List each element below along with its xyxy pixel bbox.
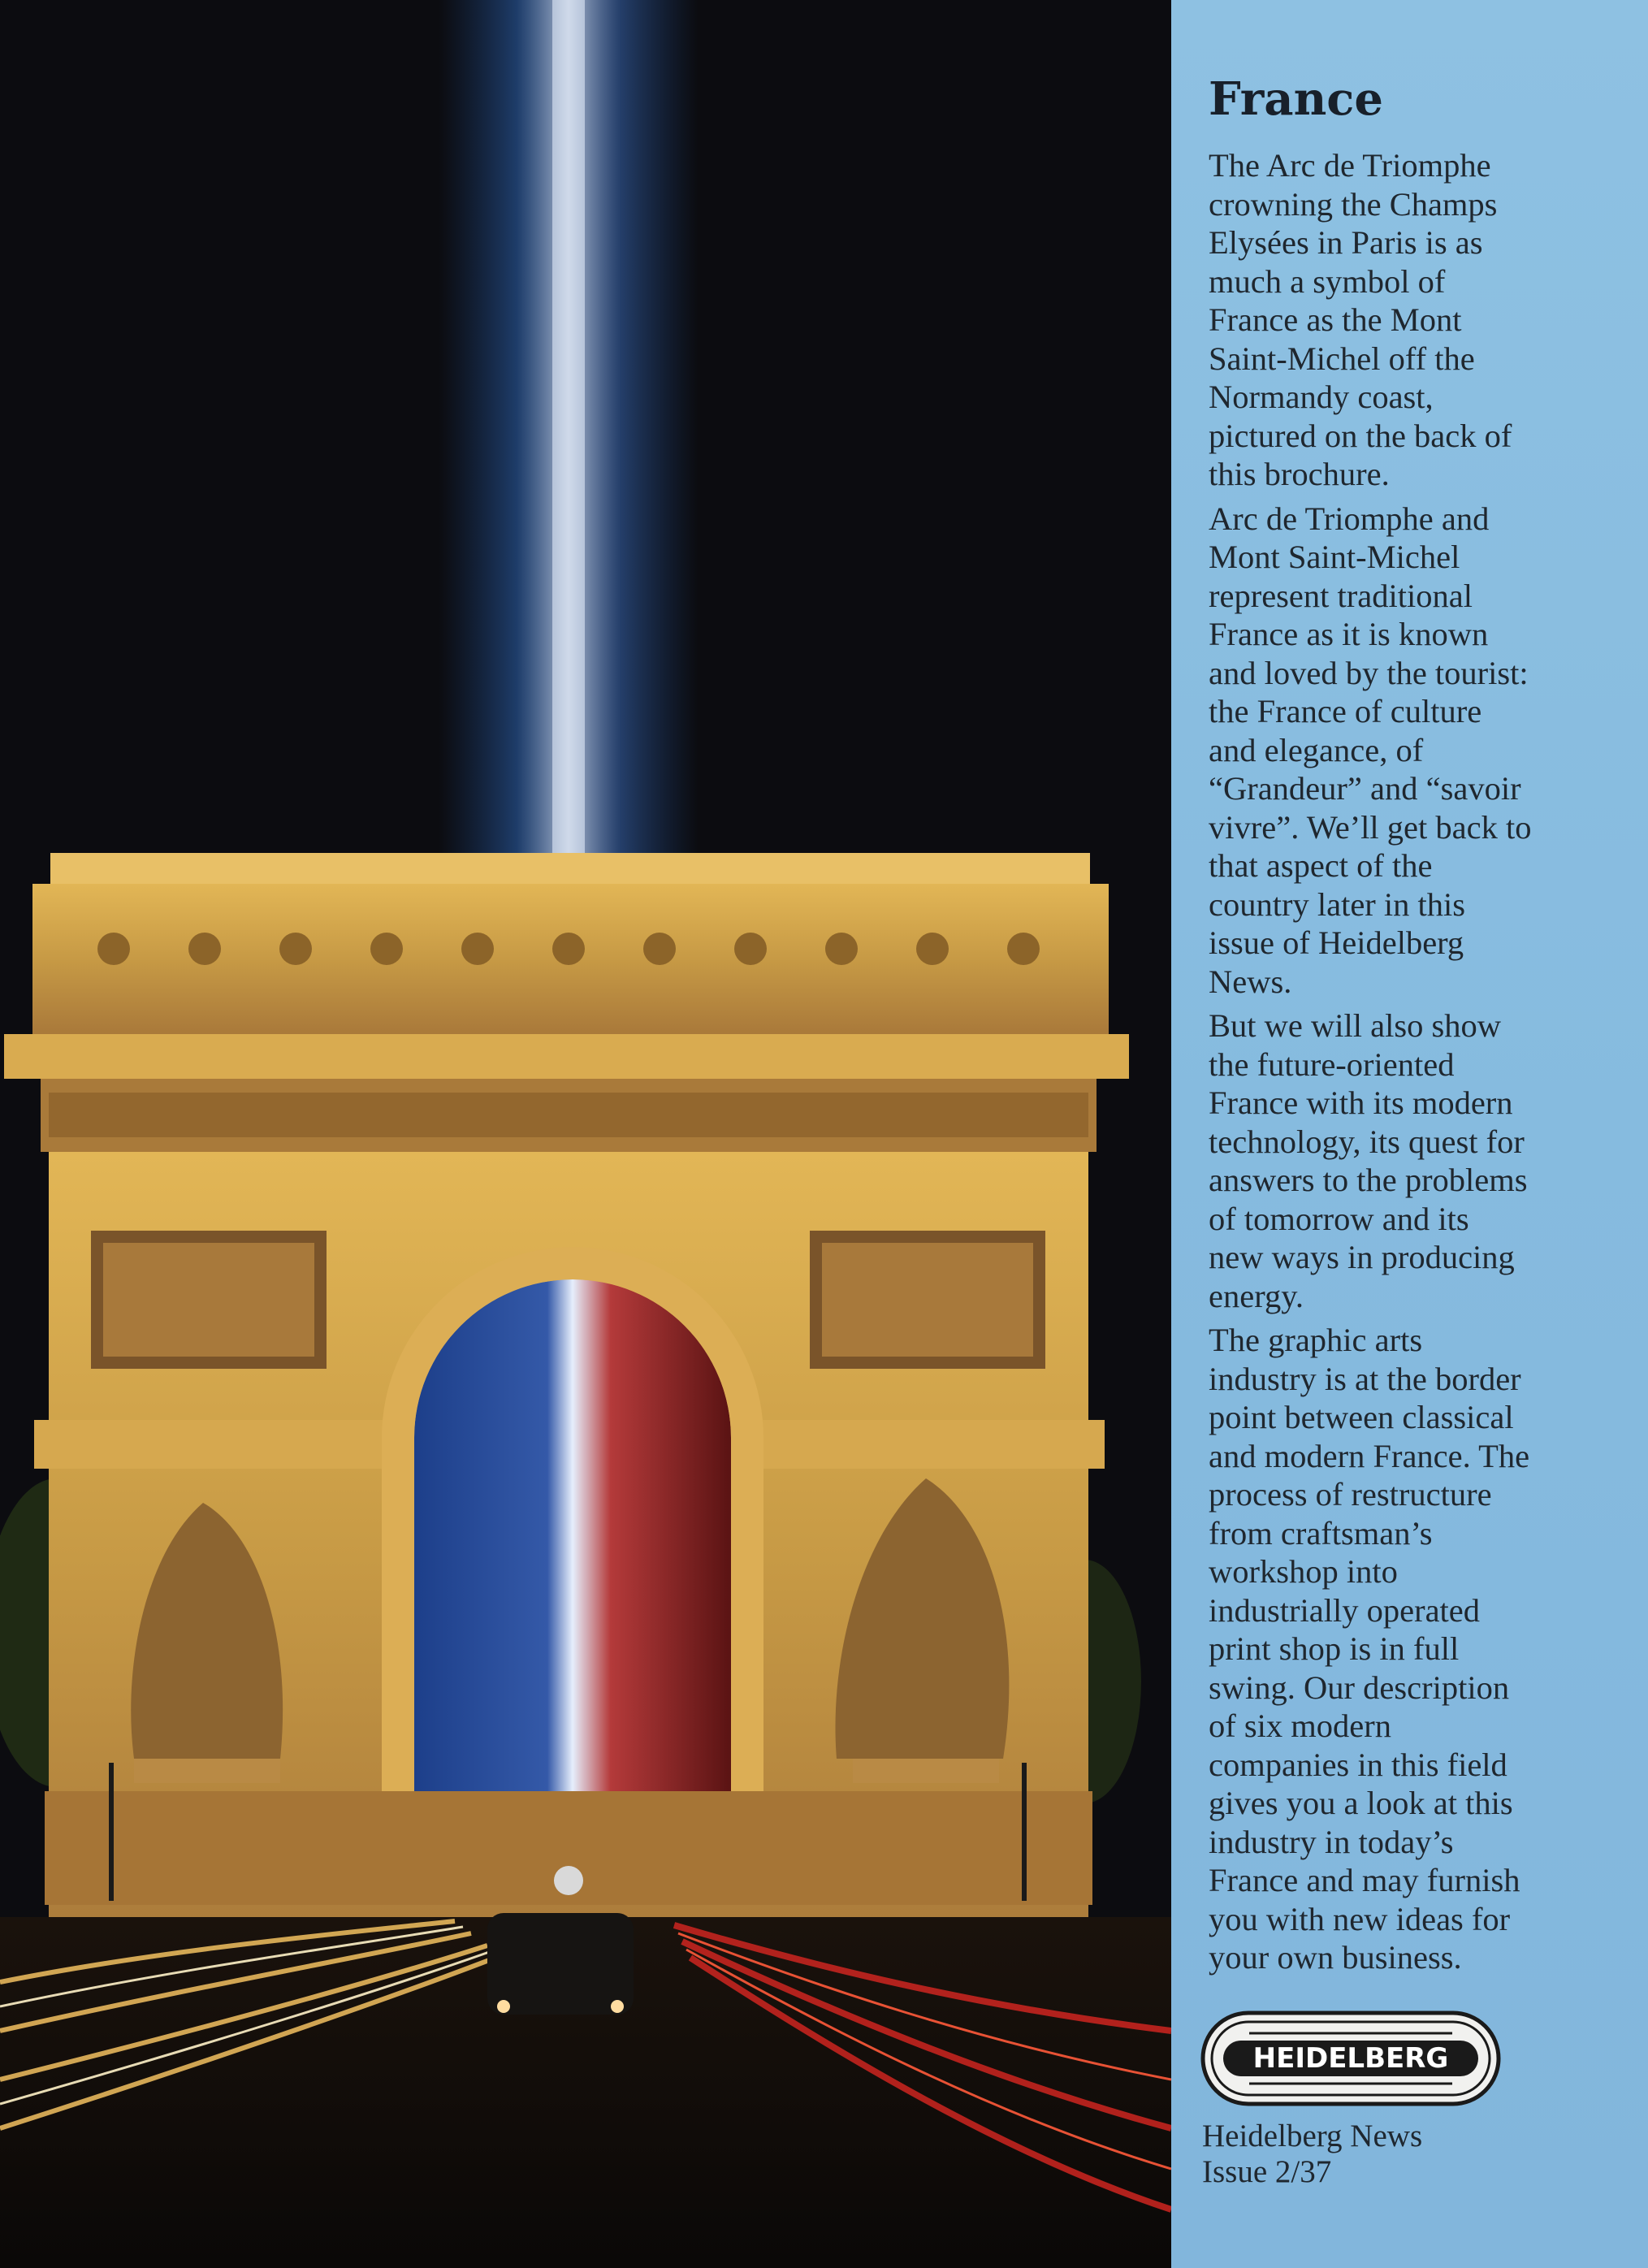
logo-wordmark: HEIDELBERG — [1252, 2042, 1449, 2075]
article-title: France — [1209, 72, 1384, 126]
article-paragraph-2: Arc de Triomphe and Mont Saint-Michel represent traditional France as it is known and loved by the tourist: the France of culture and elegance, of “Grandeur” and “savoir vivre”. We’ll get back to that aspect of the country later in this issue of Heidelberg News. — [1209, 500, 1532, 1000]
article-paragraph-3: But we will also show the future-oriented France with its modern technology, its quest for answers to the problems of tomorrow and its new ways in producing energy. — [1209, 1007, 1528, 1314]
publication-footer — [1202, 2119, 1422, 2190]
heidelberg-logo — [1200, 2010, 1501, 2106]
article-sidebar — [1171, 0, 1648, 2268]
article-paragraph-1: The Arc de Triomphe crowning the Champs Elysées in Paris is as much a symbol of France as the Mont Saint-Michel off the Normandy coast, pictured on the back of this brochure. — [1209, 147, 1512, 492]
publication-name: Heidelberg News — [1202, 2119, 1423, 2153]
issue-number: Issue 2/37 — [1202, 2154, 1332, 2189]
article-paragraph-4: The graphic arts industry is at the border point between classical and modern France. The process of restructure from craftsman’s workshop into industrially operated print shop is in full swing. Our description of six modern companies in this field gives you a look at this industry in today’s France and may furnish you with new ideas for your own business. — [1209, 1322, 1530, 1976]
